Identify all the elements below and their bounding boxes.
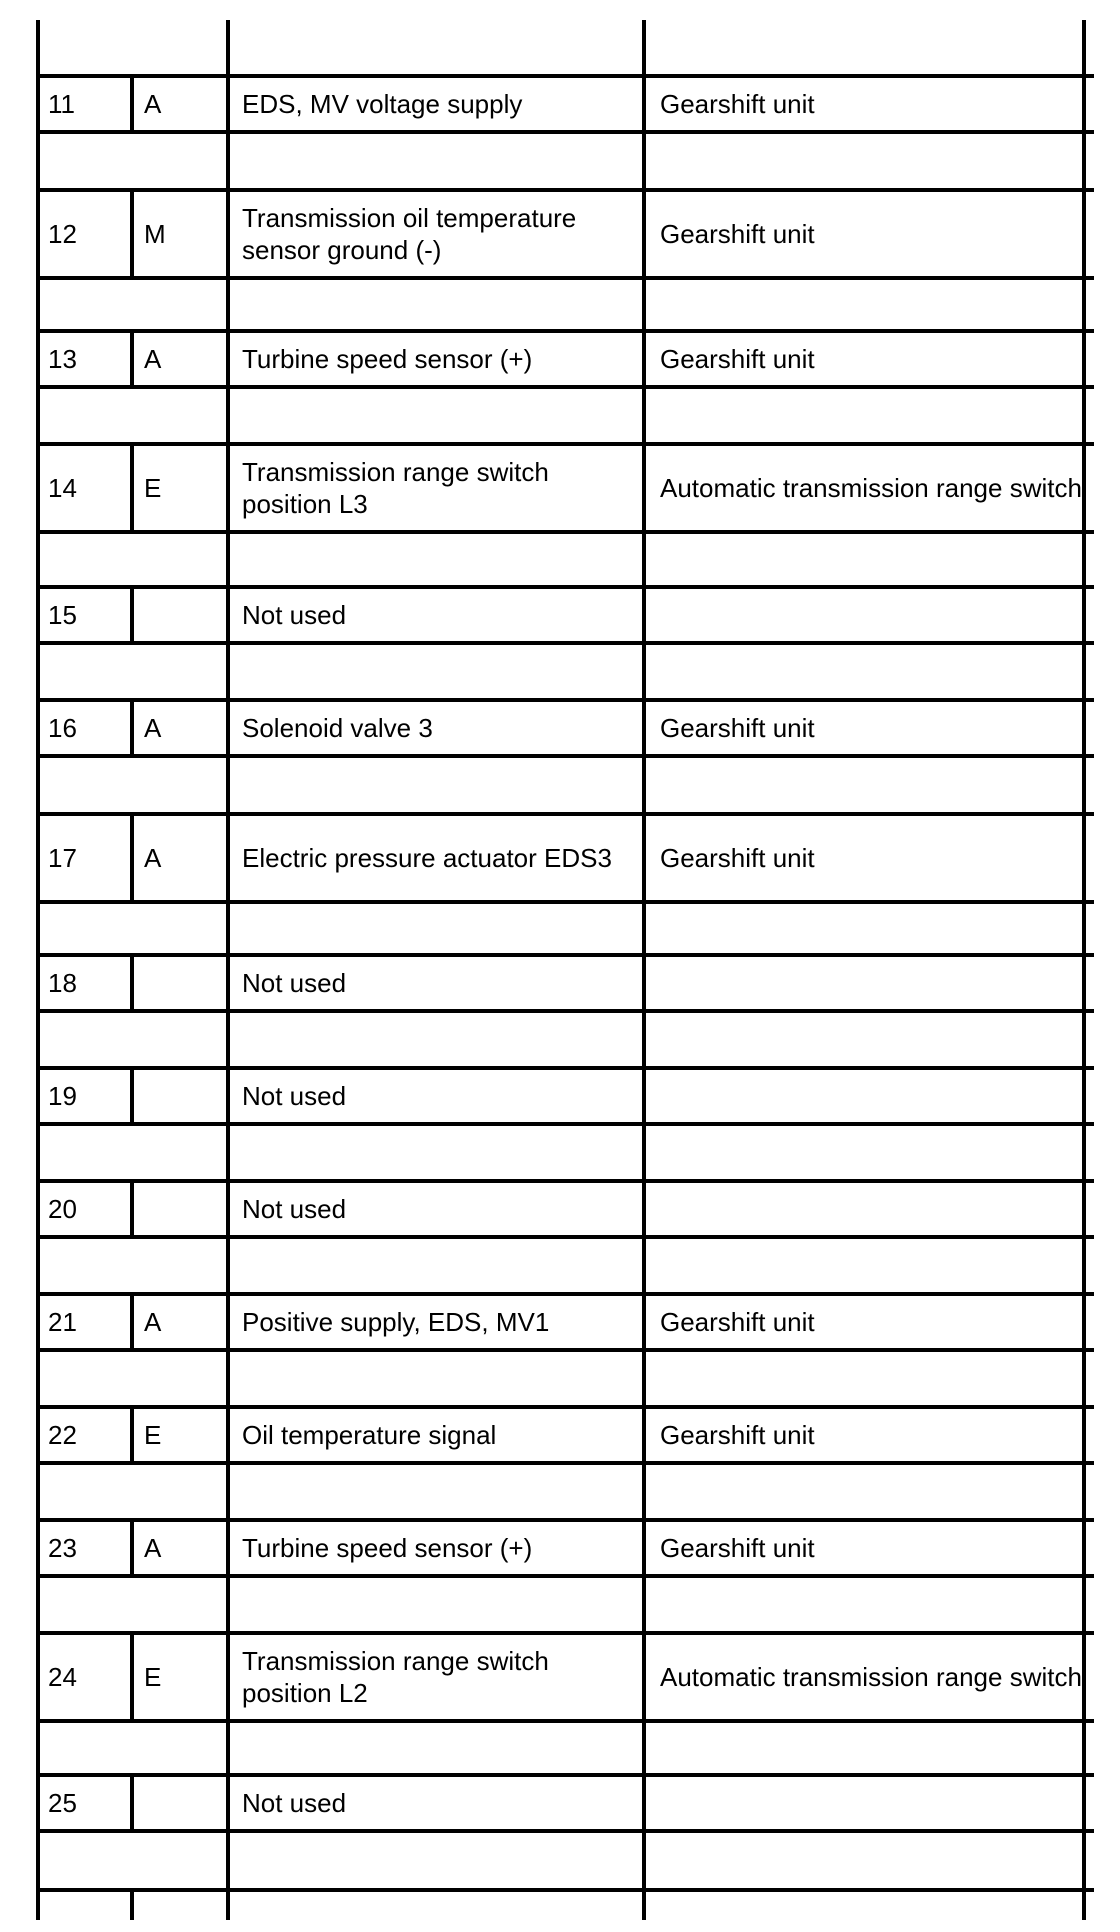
signal-description: Not used	[242, 1788, 347, 1818]
connected-component: Gearshift unit	[660, 1307, 815, 1337]
table-row	[0, 333, 1120, 385]
signal-description: Turbine speed sensor (+)	[242, 344, 533, 374]
signal-description: Electric pressure actuator EDS3	[242, 843, 612, 873]
table-row	[0, 1522, 1120, 1574]
pin-number: 11	[48, 89, 75, 119]
signal-type: A	[144, 1307, 162, 1337]
table-row	[0, 1777, 1120, 1829]
table-row	[0, 446, 1120, 530]
signal-type: A	[144, 89, 162, 119]
row-divider	[38, 1235, 1094, 1239]
row-divider	[38, 900, 1094, 904]
connected-component	[660, 1070, 1090, 1122]
row-divider	[38, 1829, 1094, 1833]
pin-number: 20	[48, 1194, 77, 1224]
signal-description: Oil temperature signal	[242, 1420, 497, 1450]
connected-component: Gearshift unit	[660, 843, 815, 873]
signal-type: M	[144, 219, 166, 249]
pin-number: 15	[48, 600, 77, 630]
row-divider	[38, 1348, 1094, 1352]
pin-number: 21	[48, 1307, 77, 1337]
signal-type: A	[144, 1533, 162, 1563]
table-row	[0, 78, 1120, 130]
pin-number: 14	[48, 473, 77, 503]
signal-type	[144, 1777, 224, 1829]
table-row	[0, 702, 1120, 754]
row-divider	[38, 130, 1094, 134]
pin-number: 22	[48, 1420, 77, 1450]
signal-type	[144, 957, 224, 1009]
signal-description: Solenoid valve 3	[242, 713, 433, 743]
row-divider	[38, 385, 1094, 389]
connected-component	[660, 1777, 1090, 1829]
connected-component: Gearshift unit	[660, 344, 815, 374]
signal-description: Positive supply, EDS, MV1	[242, 1307, 550, 1337]
signal-description: Not used	[242, 1081, 347, 1111]
row-divider	[38, 1122, 1094, 1126]
pin-number: 16	[48, 713, 77, 743]
pin-type-divider	[130, 1888, 134, 1920]
signal-type: A	[144, 713, 162, 743]
pin-number: 12	[48, 219, 77, 249]
signal-type	[144, 1183, 224, 1235]
table-row	[0, 816, 1120, 900]
table-row	[0, 589, 1120, 641]
signal-type: E	[144, 1420, 162, 1450]
table-row	[0, 1635, 1120, 1719]
pin-number: 23	[48, 1533, 77, 1563]
table-row	[0, 192, 1120, 276]
connected-component: Gearshift unit	[660, 219, 815, 249]
connected-component: Gearshift unit	[660, 1420, 815, 1450]
connected-component: Gearshift unit	[660, 713, 815, 743]
signal-description: Turbine speed sensor (+)	[242, 1533, 533, 1563]
signal-type: E	[144, 1662, 162, 1692]
table-row	[0, 1296, 1120, 1348]
pin-number: 24	[48, 1662, 77, 1692]
connected-component	[660, 589, 1090, 641]
signal-description: EDS, MV voltage supply	[242, 89, 523, 119]
table-row	[0, 1409, 1120, 1461]
signal-type: A	[144, 344, 162, 374]
connected-component: Automatic transmission range switch	[660, 473, 1082, 503]
row-divider	[38, 641, 1094, 645]
pin-number: 13	[48, 344, 77, 374]
pin-number: 19	[48, 1081, 77, 1111]
signal-description: Transmission range switch position L2	[242, 1646, 549, 1708]
signal-description: Transmission range switch position L3	[242, 457, 549, 519]
signal-description: Transmission oil temperature sensor ground (-)	[242, 203, 577, 265]
table-row	[0, 1070, 1120, 1122]
row-divider	[38, 1888, 1094, 1892]
pin-number: 17	[48, 843, 77, 873]
row-divider	[38, 1461, 1094, 1465]
signal-description: Not used	[242, 968, 347, 998]
table-row	[0, 1183, 1120, 1235]
signal-type	[144, 1070, 224, 1122]
connected-component: Gearshift unit	[660, 89, 815, 119]
signal-type: A	[144, 843, 162, 873]
row-divider	[38, 1719, 1094, 1723]
signal-description: Not used	[242, 600, 347, 630]
row-divider	[38, 1009, 1094, 1013]
table-row	[0, 957, 1120, 1009]
row-divider	[38, 276, 1094, 280]
connected-component	[660, 1183, 1090, 1235]
signal-type: E	[144, 473, 162, 503]
connected-component: Gearshift unit	[660, 1533, 815, 1563]
row-divider	[38, 530, 1094, 534]
pin-number: 25	[48, 1788, 77, 1818]
row-divider	[38, 1574, 1094, 1578]
signal-type	[144, 589, 224, 641]
connected-component	[660, 957, 1090, 1009]
pin-number: 18	[48, 968, 77, 998]
signal-description: Not used	[242, 1194, 347, 1224]
connected-component: Automatic transmission range switch	[660, 1662, 1082, 1692]
row-divider	[38, 754, 1094, 758]
